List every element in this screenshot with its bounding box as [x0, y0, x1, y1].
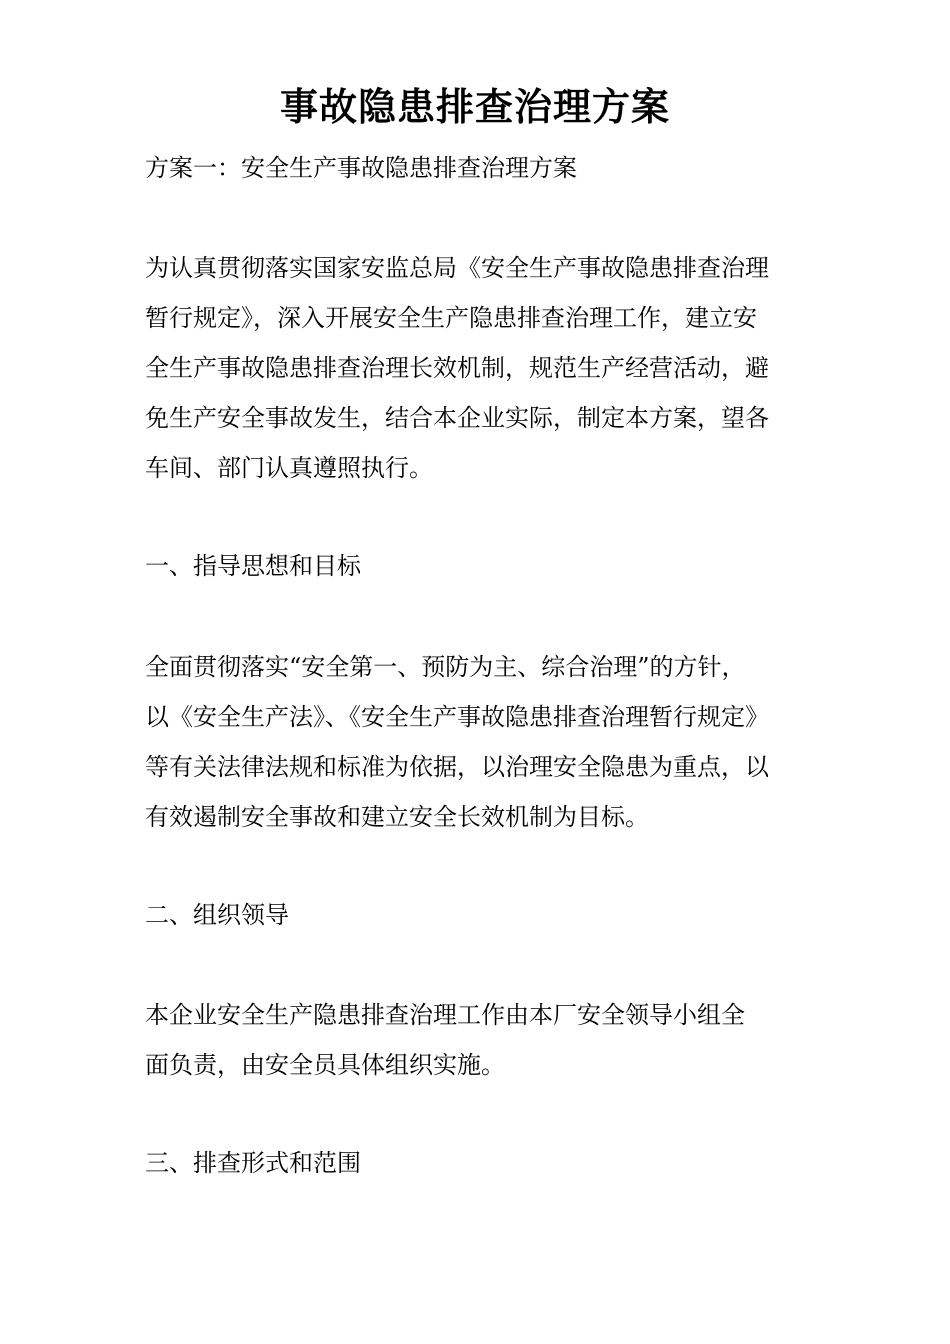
paragraph-line: 等有关法律法规和标准为依据，以治理安全隐患为重点，以 [145, 753, 769, 781]
paragraph-line: 全生产事故隐患排查治理长效机制，规范生产经营活动，避 [145, 354, 769, 382]
section-heading-organization: 二、组织领导 [145, 901, 289, 929]
paragraph-line: 以《安全生产法》、《安全生产事故隐患排查治理暂行规定》 [145, 703, 769, 731]
paragraph-line: 暂行规定》，深入开展安全生产隐患排查治理工作，建立安 [145, 304, 757, 332]
intro-paragraph [145, 243, 815, 493]
document-title: 事故隐患排查治理方案 [279, 84, 670, 129]
paragraph-line: 车间、部门认真遵照执行。 [145, 454, 433, 482]
plan-subtitle: 方案一：安全生产事故隐患排查治理方案 [145, 154, 577, 182]
paragraph-line: 本企业安全生产隐患排查治理工作由本厂安全领导小组全 [145, 1001, 745, 1029]
section-heading-guiding-ideology: 一、指导思想和目标 [145, 552, 361, 580]
paragraph-line: 有效遏制安全事故和建立安全长效机制为目标。 [145, 803, 649, 831]
paragraph-line: 为认真贯彻落实国家安监总局《安全生产事故隐患排查治理 [145, 254, 769, 282]
section2-paragraph [145, 990, 815, 1090]
paragraph-line: 面负责，由安全员具体组织实施。 [145, 1051, 505, 1079]
section1-paragraph [145, 642, 815, 842]
paragraph-line: 免生产安全事故发生，结合本企业实际，制定本方案，望各 [145, 404, 769, 432]
section-heading-inspection-scope: 三、排查形式和范围 [145, 1149, 361, 1177]
paragraph-line: 全面贯彻落实“安全第一、预防为主、综合治理”的方针， [145, 653, 746, 681]
